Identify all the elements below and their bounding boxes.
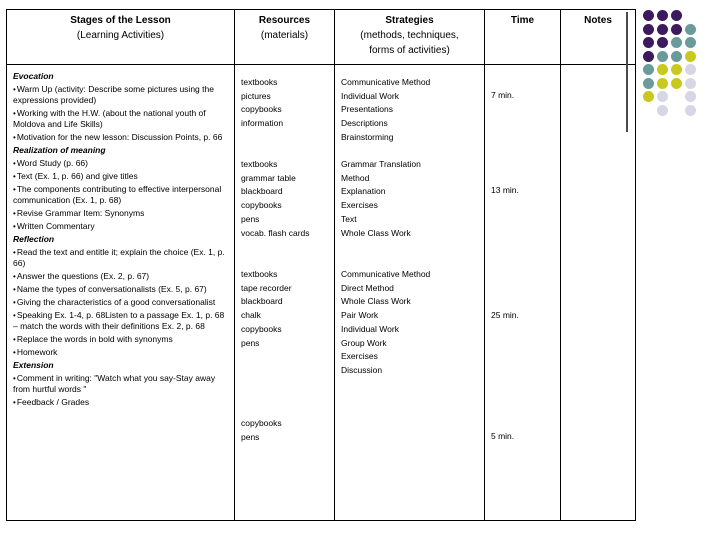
decorative-dot [685,91,696,102]
stage-activity-text: Name the types of conversationalists (Ex. 5, p. 67) [16,284,207,294]
bullet-icon: • [13,185,16,194]
bullet-icon: • [13,348,16,357]
stage-activity-item [13,284,229,295]
header-row [7,10,636,65]
stage-title: Realization of meaning [13,145,106,155]
strategy-entry: Pair Work [341,310,379,321]
strategies-header-title: Strategies [385,15,434,26]
strategy-entry: Individual Work [341,323,399,334]
lesson-plan-table [6,9,636,521]
stage-activity-item [13,334,229,345]
bullet-icon: • [13,272,16,281]
decorative-dot [643,10,654,21]
strategy-entry: Direct Method [341,282,394,293]
stage-activity-item [13,171,229,182]
decorative-dot [685,24,696,35]
decorative-dot [671,10,682,21]
resource-entry: pens [241,431,260,442]
time-value: 7 min. [491,90,515,100]
stage-title: Evocation [13,71,54,81]
stage-activity-item [13,208,229,219]
decorative-dot [671,51,682,62]
bullet-icon: • [13,222,16,231]
bullet-icon: • [13,209,16,218]
strategy-entry: Whole Class Work [341,227,411,238]
resources-cell [235,65,335,521]
decorative-dot [685,51,696,62]
decorative-dot [643,91,654,102]
stage-activity-item [13,297,229,308]
time-value: 13 min. [491,185,519,195]
strategy-entry: Presentations [341,104,393,115]
stage-activity-text: Answer the questions (Ex. 2, p. 67) [16,271,150,281]
resource-entry: textbooks [241,159,278,169]
strategy-entry: Exercises [341,200,378,211]
resource-entry: copybooks [241,323,282,334]
resources-header-sub: (materials) [260,30,309,41]
notes-cell [561,65,636,521]
resource-entry: chalk [241,310,261,321]
notes-content [561,65,635,520]
stages-header-title: Stages of the Lesson [70,15,171,26]
strategies-header-sub: (methods, techniques, forms of activities) [360,30,459,56]
resource-entry: blackboard [241,296,283,307]
bullet-icon: • [13,172,16,181]
strategy-entry: Exercises [341,351,378,362]
decorative-dot [643,78,654,89]
time-header [485,10,561,65]
stages-cell [7,65,235,521]
stage-activity-text: Text (Ex. 1, p. 66) and give titles [16,171,138,181]
decorative-dot [685,78,696,89]
stages-header-sub: (Learning Activities) [76,30,165,41]
stage-activity-text: Giving the characteristics of a good conversationalist [16,297,216,307]
stage-activity-text: Feedback / Grades [16,397,90,407]
strategy-block [341,158,421,240]
decorative-dot [657,51,668,62]
resource-block [241,268,292,350]
stage-activity-text: Speaking Ex. 1-4, p. 68Listen to a passage Ex. 1, p. 68 – match the words with their definitions Ex. 2, p. 68 [13,310,225,331]
resources-header-title: Resources [258,15,311,26]
strategy-entry: Grammar Translation [341,159,421,169]
decorative-dot [671,24,682,35]
stages-list [7,65,234,408]
time-cell [485,65,561,521]
resource-entry: tape recorder [241,282,292,293]
scroll-indicator [626,12,628,132]
bullet-icon: • [13,298,16,307]
resource-entry: pens [241,337,260,348]
strategy-block [341,268,430,378]
bullet-icon: • [13,248,16,257]
decorative-dot [671,37,682,48]
resource-entry: pens [241,213,260,224]
strategy-entry: Brainstorming [341,131,394,142]
resource-entry: textbooks [241,269,278,279]
stage-activity-text: Comment in writing: "Watch what you say-Stay away from hurtful words " [13,373,216,394]
decorative-dot [657,105,668,116]
stage-activity-text: The components contributing to effective interpersonal communication (Ex. 1, p. 68) [13,184,222,205]
decorative-dot [685,105,696,116]
strategy-entry: Communicative Method [341,77,431,87]
notes-header [561,10,636,65]
resource-entry: textbooks [241,77,278,87]
bullet-icon: • [13,398,16,407]
strategies-header [335,10,485,65]
stage-activity-text: Revise Grammar Item: Synonyms [16,208,145,218]
stage-activity-text: Homework [16,347,58,357]
bullet-icon: • [13,311,16,320]
resource-entry: pictures [241,90,271,101]
resource-entry: information [241,118,284,129]
strategy-entry: Group Work [341,337,387,348]
strategy-entry: Method [341,172,370,183]
strategy-entry: Individual Work [341,90,399,101]
decorative-dot [657,91,668,102]
stage-activity-item [13,184,229,206]
stage-activity-item [13,247,229,269]
time-list [485,65,560,520]
time-value: 25 min. [491,310,519,320]
decorative-dot [671,78,682,89]
strategies-cell [335,65,485,521]
strategy-entry: Text [341,213,357,224]
bullet-icon: • [13,159,16,168]
stage-activity-item [13,132,229,143]
stage-activity-item [13,158,229,169]
stage-activity-text: Warm Up (activity: Describe some pictures using the expressions provided) [13,84,214,105]
decorative-dot [671,64,682,75]
stage-activity-text: Working with the H.W. (about the national youth of Moldova and Life Skills) [13,108,206,129]
decorative-dot [657,10,668,21]
stage-title: Extension [13,360,54,370]
strategies-list [335,65,484,520]
decorative-dot [657,78,668,89]
notes-header-title: Notes [584,15,612,26]
bullet-icon: • [13,374,16,383]
resource-entry: copybooks [241,418,282,428]
stage-activity-item [13,108,229,130]
decorative-dot [685,64,696,75]
decorative-dot [657,24,668,35]
decorative-dot [685,37,696,48]
time-header-title: Time [510,15,535,26]
stage-activity-text: Read the text and entitle it; explain the choice (Ex. 1, p. 66) [13,247,225,268]
resource-block [241,158,310,240]
resource-entry: copybooks [241,200,282,211]
stages-header [7,10,235,65]
stage-activity-text: Written Commentary [16,221,95,231]
stage-activity-item [13,84,229,106]
stage-activity-item [13,271,229,282]
stage-activity-item [13,373,229,395]
stage-title: Reflection [13,234,55,244]
bullet-icon: • [13,285,16,294]
decorative-dot [657,37,668,48]
bullet-icon: • [13,335,16,344]
stage-activity-text: Word Study (p. 66) [16,158,88,168]
strategy-entry: Explanation [341,186,386,197]
stage-activity-item [13,347,229,358]
decorative-dot [643,64,654,75]
strategy-entry: Descriptions [341,118,388,129]
resource-block [241,417,282,444]
bullet-icon: • [13,85,16,94]
decorative-dot [643,51,654,62]
strategy-entry: Whole Class Work [341,296,411,307]
stage-activity-item [13,221,229,232]
body-row [7,65,636,521]
stage-activity-text: Motivation for the new lesson: Discussion Points, p. 66 [16,132,223,142]
resource-entry: copybooks [241,104,282,115]
stage-activity-text: Replace the words in bold with synonyms [16,334,173,344]
bullet-icon: • [13,109,16,118]
time-value: 5 min. [491,431,515,441]
resource-entry: vocab. flash cards [241,227,310,238]
resource-entry: blackboard [241,186,283,197]
resource-block [241,76,283,131]
resource-entry: grammar table [241,172,296,183]
stage-activity-item [13,310,229,332]
decorative-dot [657,64,668,75]
resources-header [235,10,335,65]
stage-activity-item [13,397,229,408]
resources-list [235,65,334,520]
decorative-dot [643,37,654,48]
bullet-icon: • [13,133,16,142]
strategy-entry: Discussion [341,364,383,375]
decorative-dot [643,24,654,35]
strategy-block [341,76,430,145]
strategy-entry: Communicative Method [341,269,431,279]
